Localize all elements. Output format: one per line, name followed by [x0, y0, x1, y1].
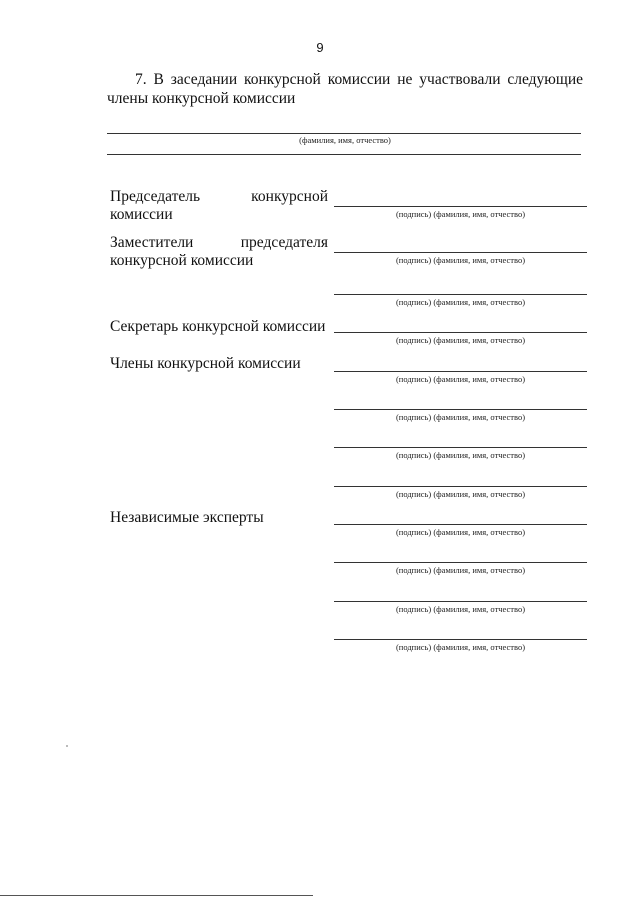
chairman-label-line-2: комиссии — [110, 206, 173, 223]
expert-signature-line[interactable] — [334, 562, 587, 563]
chairman-signature-caption: (подпись) (фамилия, имя, отчество) — [395, 209, 526, 219]
secretary-label: Секретарь конкурсной комиссии — [110, 318, 326, 335]
expert-signature-caption: (подпись) (фамилия, имя, отчество) — [395, 565, 526, 575]
paragraph-line-2: члены конкурсной комиссии — [107, 90, 296, 107]
secretary-signature-caption: (подпись) (фамилия, имя, отчество) — [395, 335, 526, 345]
paragraph-line-1: 7. В заседании конкурсной комиссии не участвовали следующие — [135, 71, 583, 88]
page-number: 9 — [316, 40, 324, 55]
members-label: Члены конкурсной комиссии — [110, 355, 301, 372]
secretary-signature-line[interactable] — [334, 332, 587, 333]
member-signature-caption: (подпись) (фамилия, имя, отчество) — [395, 412, 526, 422]
expert-signature-line[interactable] — [334, 524, 587, 525]
absent-members-paragraph — [107, 70, 583, 108]
member-signature-line[interactable] — [334, 447, 587, 448]
chairman-signature-line[interactable] — [334, 206, 587, 207]
expert-signature-line[interactable] — [334, 639, 587, 640]
chairman-label-word: Председатель — [110, 188, 201, 205]
absent-member-caption: (фамилия, имя, отчество) — [299, 135, 391, 145]
chairman-label-word: конкурсной — [251, 188, 328, 205]
expert-signature-caption: (подпись) (фамилия, имя, отчество) — [395, 642, 526, 652]
member-signature-caption: (подпись) (фамилия, имя, отчество) — [395, 450, 526, 460]
deputies-label-word: председателя — [240, 234, 328, 251]
expert-signature-caption: (подпись) (фамилия, имя, отчество) — [395, 527, 526, 537]
deputy-signature-caption: (подпись) (фамилия, имя, отчество) — [395, 297, 526, 307]
member-signature-caption: (подпись) (фамилия, имя, отчество) — [395, 489, 526, 499]
member-signature-caption: (подпись) (фамилия, имя, отчество) — [395, 374, 526, 384]
deputies-label — [110, 234, 328, 270]
deputies-label-word: Заместители — [110, 234, 194, 251]
experts-label: Независимые эксперты — [110, 509, 264, 526]
member-signature-line[interactable] — [334, 486, 587, 487]
deputy-signature-caption: (подпись) (фамилия, имя, отчество) — [395, 255, 526, 265]
deputy-signature-line[interactable] — [334, 294, 587, 295]
expert-signature-line[interactable] — [334, 601, 587, 602]
scan-speck — [66, 745, 68, 747]
deputies-label-line-2: конкурсной комиссии — [110, 252, 254, 269]
absent-member-fill-line[interactable] — [107, 133, 581, 134]
footer-divider — [0, 895, 313, 896]
member-signature-line[interactable] — [334, 409, 587, 410]
chairman-label — [110, 188, 328, 224]
member-signature-line[interactable] — [334, 371, 587, 372]
deputy-signature-line[interactable] — [334, 252, 587, 253]
absent-member-fill-line[interactable] — [107, 154, 581, 155]
expert-signature-caption: (подпись) (фамилия, имя, отчество) — [395, 604, 526, 614]
